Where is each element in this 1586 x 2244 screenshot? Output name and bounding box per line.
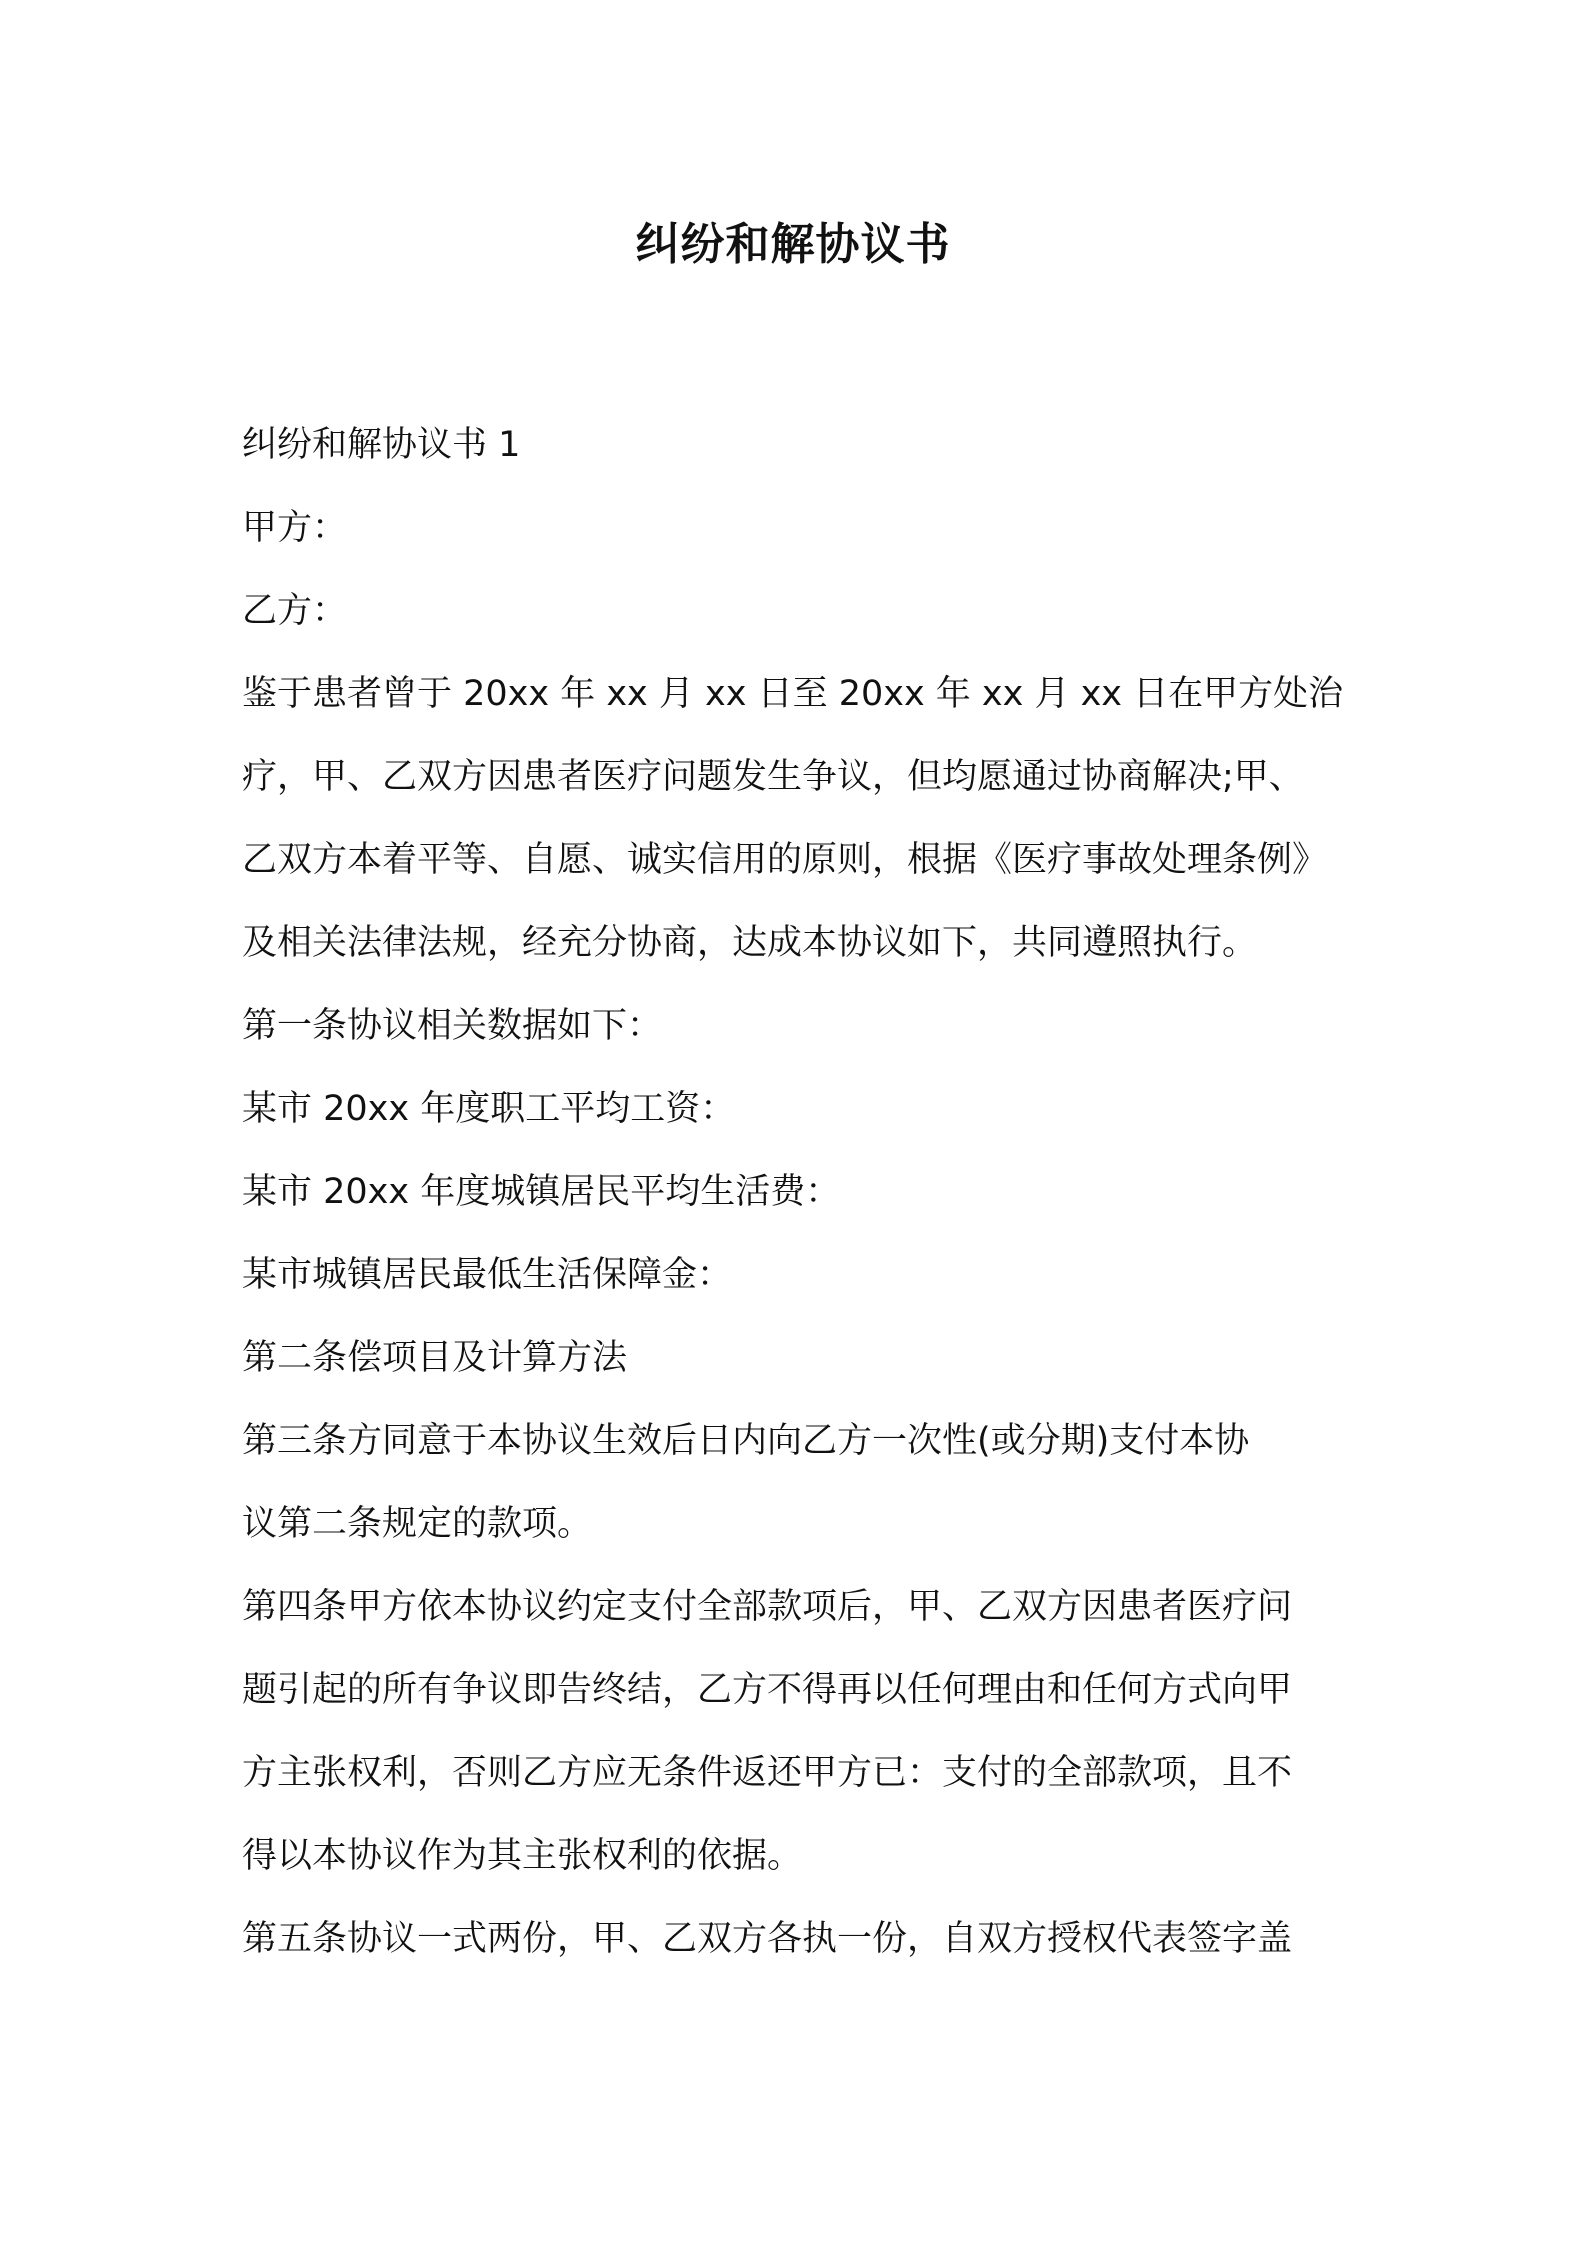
party-a-line: 甲方：	[242, 508, 348, 548]
document-title: 纠纷和解协议书	[635, 219, 951, 270]
article-4-line-1: 第四条甲方依本协议约定支付全部款项后，甲、乙双方因患者医疗问	[242, 1587, 1293, 1627]
avg-wage-line: 某市 20xx 年度职工平均工资：	[242, 1089, 736, 1129]
article-1-line: 第一条协议相关数据如下：	[242, 1006, 663, 1046]
article-4-line-3: 方主张权利，否则乙方应无条件返还甲方已：支付的全部款项，且不	[242, 1753, 1293, 1793]
article-5-line-1: 第五条协议一式两份，甲、乙双方各执一份，自双方授权代表签字盖	[242, 1919, 1293, 1959]
preamble-line-3: 乙双方本着平等、自愿、诚实信用的原则，根据《医疗事故处理条例》	[242, 840, 1328, 880]
article-3-line-1: 第三条方同意于本协议生效后日内向乙方一次性(或分期)支付本协	[242, 1421, 1250, 1461]
article-4-line-4: 得以本协议作为其主张权利的依据。	[242, 1836, 803, 1876]
document-body	[242, 404, 1357, 1981]
heading-agreement-1: 纠纷和解协议书 1	[242, 425, 521, 465]
party-b-line: 乙方：	[242, 591, 348, 631]
preamble-line-4: 及相关法律法规，经充分协商，达成本协议如下，共同遵照执行。	[242, 923, 1258, 963]
article-4-line-2: 题引起的所有争议即告终结，乙方不得再以任何理由和任何方式向甲	[242, 1670, 1293, 1710]
avg-living-cost-line: 某市 20xx 年度城镇居民平均生活费：	[242, 1172, 841, 1212]
preamble-line-1: 鉴于患者曾于 20xx 年 xx 月 xx 日至 20xx 年 xx 月 xx 日在甲方处治	[242, 674, 1344, 714]
article-3-line-2: 议第二条规定的款项。	[242, 1504, 593, 1544]
min-living-allowance-line: 某市城镇居民最低生活保障金：	[242, 1255, 733, 1295]
article-2-line: 第二条偿项目及计算方法	[242, 1338, 628, 1378]
preamble-line-2: 疗，甲、乙双方因患者医疗问题发生争议，但均愿通过协商解决;甲、	[242, 757, 1304, 797]
